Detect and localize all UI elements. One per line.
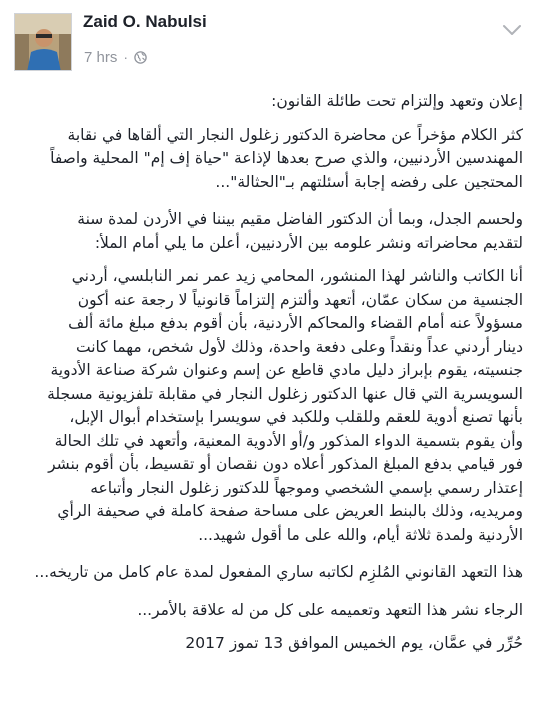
post-header [0, 0, 538, 82]
post-paragraph: الرجاء نشر هذا التعهد وتعميمه على كل من له علاقة بالأمر... [137, 600, 523, 619]
post-paragraph: هذا التعهد القانوني المُلزِم لكاتبه ساري المفعول لمدة عام كامل من تاريخه... [34, 563, 523, 581]
post-signature: حُرِّر في عمَّان، يوم الخميس الموافق 13 تموز 2017 [185, 634, 523, 652]
post-timestamp[interactable]: 7 hrs [84, 48, 118, 66]
avatar[interactable] [14, 13, 72, 71]
globe-icon[interactable] [134, 51, 147, 64]
chevron-down-icon[interactable] [501, 21, 523, 39]
post-body [20, 90, 523, 656]
post-meta [84, 47, 147, 67]
post-paragraph: أنا الكاتب والناشر لهذا المنشور، المحامي زيد عمر نمر النابلسي، أردني الجنسية من سكان عمّان، أتعهد وألتزم إلتزاماً قانونياً لا رجعة عنه أكون مسؤولاً عنه أمام القضاء والمحاكم الأردنية، بأن أقوم بدفع مبلغ مائة ألف دينار أردني عداً ونقداً وعلى دفعة واحدة، وذلك لأول شخص، مهما كانت جنسيته، يقوم بإبراز دليل مادي قاطع عن إسم وعنوان شركة صناعة الأدوية السويسرية التي قال عنها الدكتور زغلول النجار في مقابلة تلفزيونية مسجلة بأنها تصنع أدوية للعقم وللقلب وللكبد في سويسرا بإستخدام أبوال الإبل، وأن يقوم بتسمية الدواء المذكور و/أو الأدوية المعنية، وأتعهد في تلك الحالة فور قيامي بدفع المبلغ المذكور أعلاه دون نقصان أو تقسيط، بأن أقوم بنشر إعتذار رسمي بإسمي الشخصي وموجهاً للدكتور زغلول النجار وأتباعه ومريديه، وذلك بالبنط العريض على مساحة صفحة كاملة في صحيفة الرأي الأردنية ولمدة ثلاثة أيام، والله على ما أقول شهيد... [47, 267, 523, 544]
avatar-image [15, 14, 72, 71]
meta-separator: · [123, 49, 129, 65]
post-title: إعلان وتعهد وإلتزام تحت طائلة القانون: [271, 92, 523, 110]
post-paragraph: كثر الكلام مؤخراً عن محاضرة الدكتور زغلول النجار التي ألقاها في نقابة المهندسين الأردنيين، والذي صرح بعدها لإذاعة "حياة إف إم" المحلية واصفاً المحتجين على رفضه إجابة أسئلتهم بـ"الحثالة"... [50, 125, 523, 191]
author-name[interactable]: Zaid O. Nabulsi [83, 12, 207, 31]
post-paragraph: ولحسم الجدل، وبما أن الدكتور الفاضل مقيم بيننا في الأردن لمدة سنة لتقديم محاضراته ونشر علومه بين الأردنيين، أعلن ما يلي أمام الملأ: [77, 210, 523, 252]
